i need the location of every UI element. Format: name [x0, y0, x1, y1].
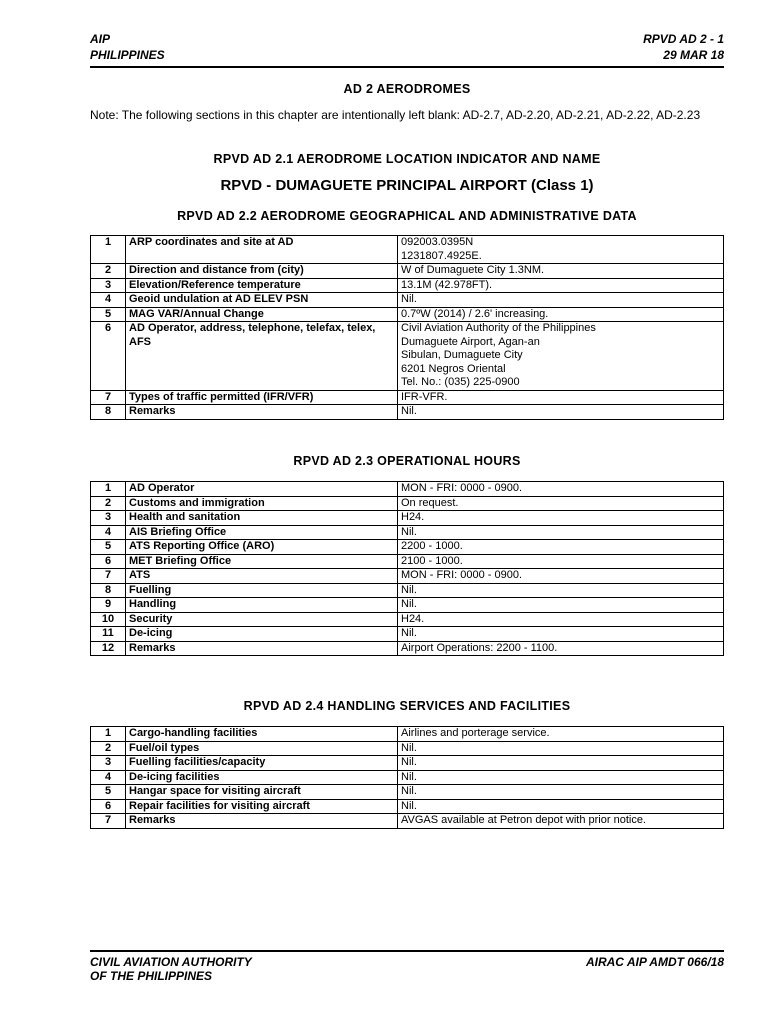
row-label: Handling: [126, 598, 398, 613]
row-value: 13.1M (42.978FT).: [398, 278, 724, 293]
row-value: Airport Operations: 2200 - 1100.: [398, 641, 724, 656]
table-row: [91, 322, 724, 391]
row-value: Nil.: [398, 525, 724, 540]
header-date: 29 MAR 18: [663, 48, 724, 62]
row-value: H24.: [398, 511, 724, 526]
header-page-ref: RPVD AD 2 - 1: [643, 32, 724, 46]
row-label: Remarks: [126, 641, 398, 656]
row-label: Security: [126, 612, 398, 627]
row-number: 4: [91, 770, 126, 785]
footer-rule: [90, 950, 724, 952]
section-23-title: RPVD AD 2.3 OPERATIONAL HOURS: [293, 454, 521, 468]
table-row: [91, 540, 724, 555]
section-21-title: RPVD AD 2.1 AERODROME LOCATION INDICATOR AND NAME: [213, 152, 601, 166]
table-row: [91, 814, 724, 829]
row-number: 8: [91, 405, 126, 420]
row-value: H24.: [398, 612, 724, 627]
row-label: ARP coordinates and site at AD: [126, 236, 398, 264]
row-label: Hangar space for visiting aircraft: [126, 785, 398, 800]
row-label: ATS Reporting Office (ARO): [126, 540, 398, 555]
table-row: [91, 756, 724, 771]
row-number: 8: [91, 583, 126, 598]
row-value: Nil.: [398, 741, 724, 756]
header-left: [90, 31, 165, 63]
table-row: [91, 770, 724, 785]
intro-note: Note: The following sections in this chapter are intentionally left blank: AD-2.7, AD-2.20, AD-2.21, AD-2.22, AD-2.23: [90, 108, 701, 122]
row-number: 1: [91, 482, 126, 497]
row-number: 12: [91, 641, 126, 656]
header-aip: AIP: [90, 32, 111, 46]
row-value: Airlines and porterage service.: [398, 727, 724, 742]
row-number: 2: [91, 741, 126, 756]
row-number: 2: [91, 264, 126, 279]
header-rule: [90, 66, 724, 68]
row-label: ATS: [126, 569, 398, 584]
row-number: 4: [91, 293, 126, 308]
row-number: 1: [91, 727, 126, 742]
row-label: Fuel/oil types: [126, 741, 398, 756]
row-value: Nil.: [398, 405, 724, 420]
table-row: [91, 482, 724, 497]
row-number: 6: [91, 554, 126, 569]
row-number: 5: [91, 785, 126, 800]
footer-right: [586, 955, 724, 969]
row-value: Nil.: [398, 583, 724, 598]
row-value: 092003.0395N 1231807.4925E.: [398, 236, 724, 264]
footer-left: [90, 955, 252, 983]
table-row: [91, 390, 724, 405]
main-title: AD 2 AERODROMES: [343, 82, 471, 96]
row-value: On request.: [398, 496, 724, 511]
row-label: Cargo-handling facilities: [126, 727, 398, 742]
row-number: 7: [91, 814, 126, 829]
operational-hours-table: [90, 481, 724, 656]
row-label: De-icing: [126, 627, 398, 642]
row-number: 11: [91, 627, 126, 642]
header-country: PHILIPPINES: [90, 48, 165, 62]
row-label: Remarks: [126, 814, 398, 829]
row-value: Nil.: [398, 799, 724, 814]
row-label: AD Operator, address, telephone, telefax, telex, AFS: [126, 322, 398, 391]
table-row: [91, 554, 724, 569]
table-row: [91, 511, 724, 526]
table-row: [91, 727, 724, 742]
row-label: MET Briefing Office: [126, 554, 398, 569]
row-number: 3: [91, 756, 126, 771]
table-row: [91, 785, 724, 800]
row-label: De-icing facilities: [126, 770, 398, 785]
row-label: Customs and immigration: [126, 496, 398, 511]
table-row: [91, 405, 724, 420]
handling-services-table: [90, 726, 724, 829]
row-value: Civil Aviation Authority of the Philippines Dumaguete Airport, Agan-an Sibulan, Dumaguete City 6201 Negros Oriental Tel. No.: (035) 225-0900: [398, 322, 724, 391]
row-value: 2100 - 1000.: [398, 554, 724, 569]
row-label: Fuelling facilities/capacity: [126, 756, 398, 771]
table-row: [91, 799, 724, 814]
table-row: [91, 569, 724, 584]
row-value: Nil.: [398, 770, 724, 785]
section-24-title: RPVD AD 2.4 HANDLING SERVICES AND FACILITIES: [243, 699, 571, 713]
row-number: 3: [91, 511, 126, 526]
row-number: 1: [91, 236, 126, 264]
table-row: [91, 741, 724, 756]
footer-authority-line2: OF THE PHILIPPINES: [90, 969, 213, 983]
row-number: 5: [91, 540, 126, 555]
geographical-data-table: [90, 235, 724, 420]
row-number: 5: [91, 307, 126, 322]
row-value: Nil.: [398, 293, 724, 308]
row-value: MON - FRI: 0000 - 0900.: [398, 569, 724, 584]
row-label: Types of traffic permitted (IFR/VFR): [126, 390, 398, 405]
table-row: [91, 525, 724, 540]
footer-amendment: AIRAC AIP AMDT 066/18: [585, 955, 724, 969]
row-label: Direction and distance from (city): [126, 264, 398, 279]
row-number: 4: [91, 525, 126, 540]
row-label: Health and sanitation: [126, 511, 398, 526]
table-row: [91, 641, 724, 656]
table-row: [91, 264, 724, 279]
table-row: [91, 236, 724, 264]
row-value: MON - FRI: 0000 - 0900.: [398, 482, 724, 497]
row-number: 10: [91, 612, 126, 627]
table-row: [91, 293, 724, 308]
table-row: [91, 278, 724, 293]
table-row: [91, 598, 724, 613]
row-label: Remarks: [126, 405, 398, 420]
table-row: [91, 307, 724, 322]
section-22-title: RPVD AD 2.2 AERODROME GEOGRAPHICAL AND ADMINISTRATIVE DATA: [177, 209, 637, 223]
row-number: 9: [91, 598, 126, 613]
header-right: [643, 31, 724, 63]
row-value: 0.7ºW (2014) / 2.6' increasing.: [398, 307, 724, 322]
row-number: 3: [91, 278, 126, 293]
row-label: Fuelling: [126, 583, 398, 598]
row-label: AD Operator: [126, 482, 398, 497]
row-value: Nil.: [398, 756, 724, 771]
row-value: IFR-VFR.: [398, 390, 724, 405]
table-row: [91, 496, 724, 511]
row-value: Nil.: [398, 785, 724, 800]
row-number: 6: [91, 322, 126, 391]
footer-authority-line1: CIVIL AVIATION AUTHORITY: [90, 955, 252, 969]
row-number: 6: [91, 799, 126, 814]
table-row: [91, 612, 724, 627]
row-value: W of Dumaguete City 1.3NM.: [398, 264, 724, 279]
row-label: Repair facilities for visiting aircraft: [126, 799, 398, 814]
row-value: Nil.: [398, 598, 724, 613]
row-value: Nil.: [398, 627, 724, 642]
row-value: 2200 - 1000.: [398, 540, 724, 555]
airport-name: RPVD - DUMAGUETE PRINCIPAL AIRPORT (Class 1): [220, 177, 594, 194]
row-label: AIS Briefing Office: [126, 525, 398, 540]
row-value: AVGAS available at Petron depot with prior notice.: [398, 814, 724, 829]
table-row: [91, 583, 724, 598]
row-number: 7: [91, 569, 126, 584]
row-label: MAG VAR/Annual Change: [126, 307, 398, 322]
table-row: [91, 627, 724, 642]
row-number: 2: [91, 496, 126, 511]
row-number: 7: [91, 390, 126, 405]
row-label: Geoid undulation at AD ELEV PSN: [126, 293, 398, 308]
row-label: Elevation/Reference temperature: [126, 278, 398, 293]
